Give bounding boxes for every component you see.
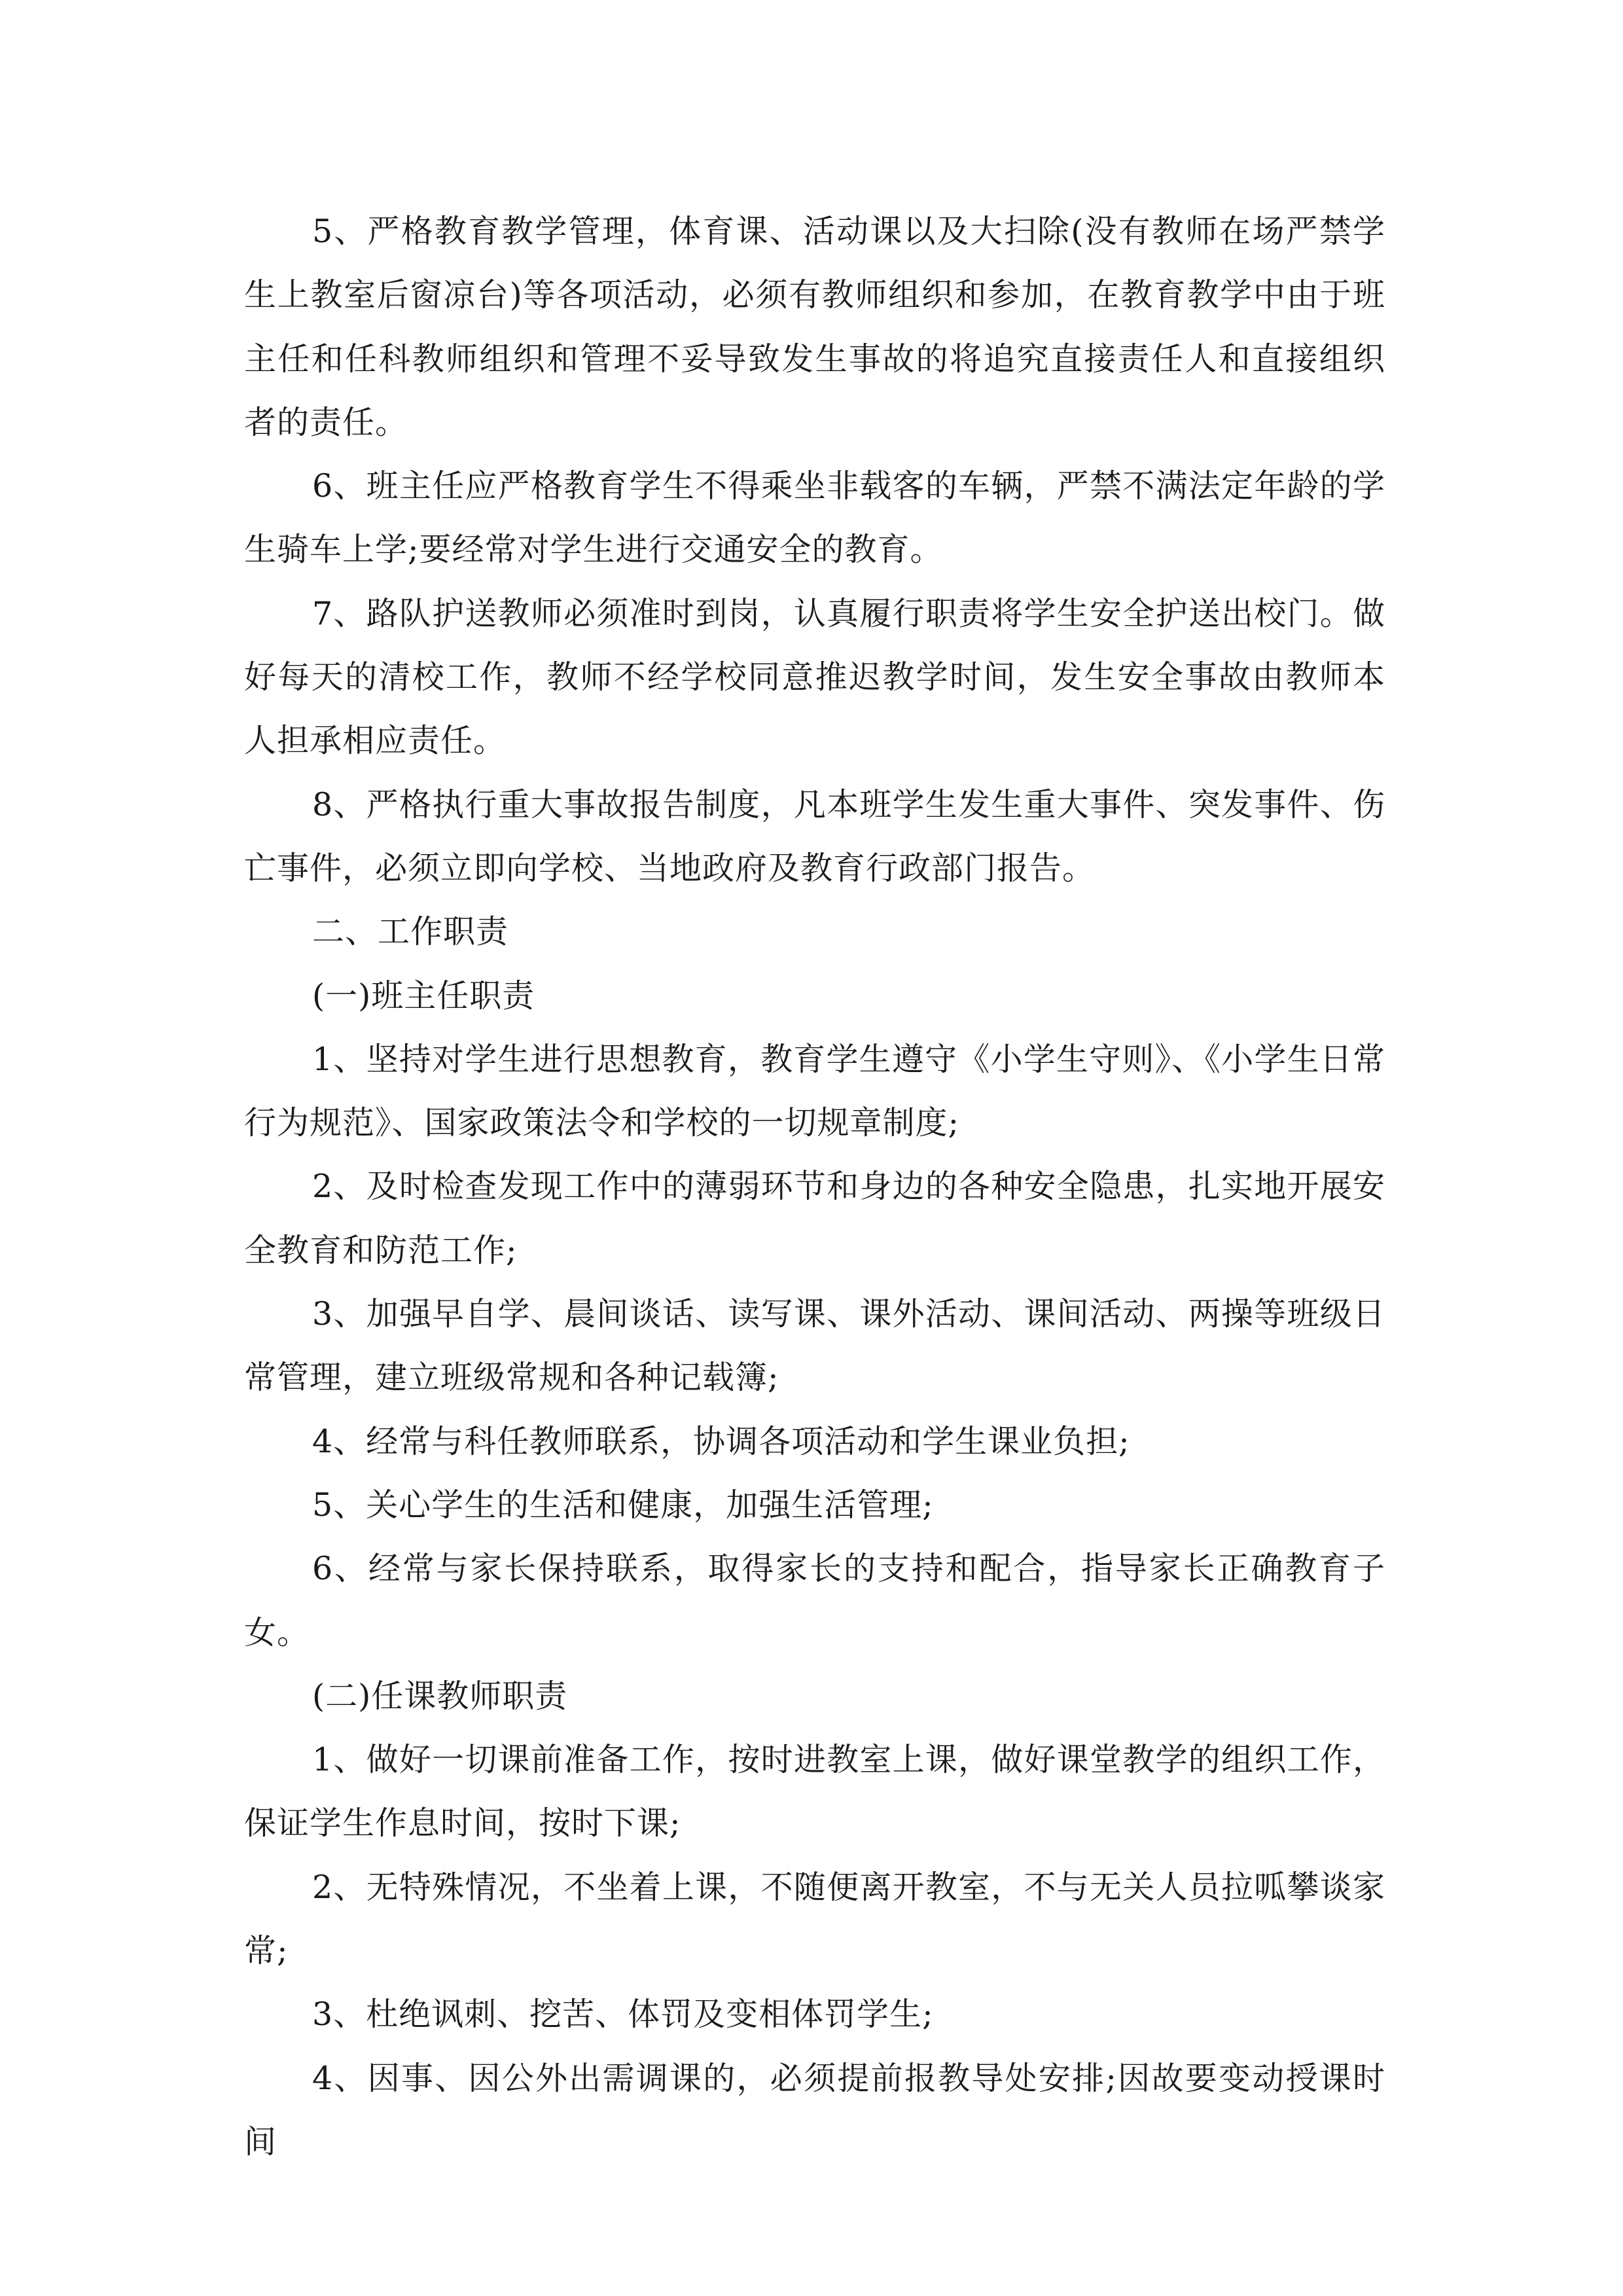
head-teacher-duty-1: 1、坚持对学生进行思想教育，教育学生遵守《小学生守则》、《小学生日常行为规范》、国家政策法令和学校的一切规章制度; <box>244 1040 1385 1142</box>
head-teacher-duty-4: 4、经常与科任教师联系，协调各项活动和学生课业负担; <box>312 1422 1130 1460</box>
head-teacher-duty-3: 3、加强早自学、晨间谈话、读写课、课外活动、课间活动、两操等班级日常管理，建立班级常规和各种记载簿; <box>244 1295 1385 1397</box>
paragraph-item-5-management: 5、严格教育教学管理，体育课、活动课以及大扫除(没有教师在场严禁学生上教室后窗凉台)等各项活动，必须有教师组织和参加，在教育教学中由于班主任和任科教师组织和管理不妥导致发生事故的将追究直接责任人和直接组织者的责任。 <box>244 213 1385 441</box>
subject-teacher-duty-1: 1、做好一切课前准备工作，按时进教室上课，做好课堂教学的组织工作，保证学生作息时间，按时下课; <box>244 1741 1385 1842</box>
head-teacher-duty-2: 2、及时检查发现工作中的薄弱环节和身边的各种安全隐患，扎实地开展安全教育和防范工作; <box>244 1168 1385 1269</box>
subject-teacher-duty-2: 2、无特殊情况，不坐着上课，不随便离开教室，不与无关人员拉呱攀谈家常; <box>244 1868 1385 1970</box>
head-teacher-duty-6: 6、经常与家长保持联系，取得家长的支持和配合，指导家长正确教育子女。 <box>244 1550 1385 1651</box>
section-heading-duties: 二、工作职责 <box>312 913 509 951</box>
subsection-heading-head-teacher: (一)班主任职责 <box>312 977 535 1014</box>
head-teacher-duty-5: 5、关心学生的生活和健康，加强生活管理; <box>312 1486 934 1524</box>
paragraph-item-6-traffic: 6、班主任应严格教育学生不得乘坐非载客的车辆，严禁不满法定年龄的学生骑车上学;要经常对学生进行交通安全的教育。 <box>244 467 1385 569</box>
paragraph-item-8-report: 8、严格执行重大事故报告制度，凡本班学生发生重大事件、突发事件、伤亡事件，必须立即向学校、当地政府及教育行政部门报告。 <box>244 785 1385 887</box>
subject-teacher-duty-3: 3、杜绝讽刺、挖苦、体罚及变相体罚学生; <box>312 1996 934 2034</box>
subsection-heading-subject-teacher: (二)任课教师职责 <box>312 1677 568 1715</box>
document-body <box>244 200 1385 2174</box>
subject-teacher-duty-4: 4、因事、因公外出需调课的，必须提前报教导处安排;因故要变动授课时间 <box>244 2059 1385 2161</box>
paragraph-item-7-escort: 7、路队护送教师必须准时到岗，认真履行职责将学生安全护送出校门。做好每天的清校工作，教师不经学校同意推迟教学时间，发生安全事故由教师本人担承相应责任。 <box>244 594 1385 760</box>
